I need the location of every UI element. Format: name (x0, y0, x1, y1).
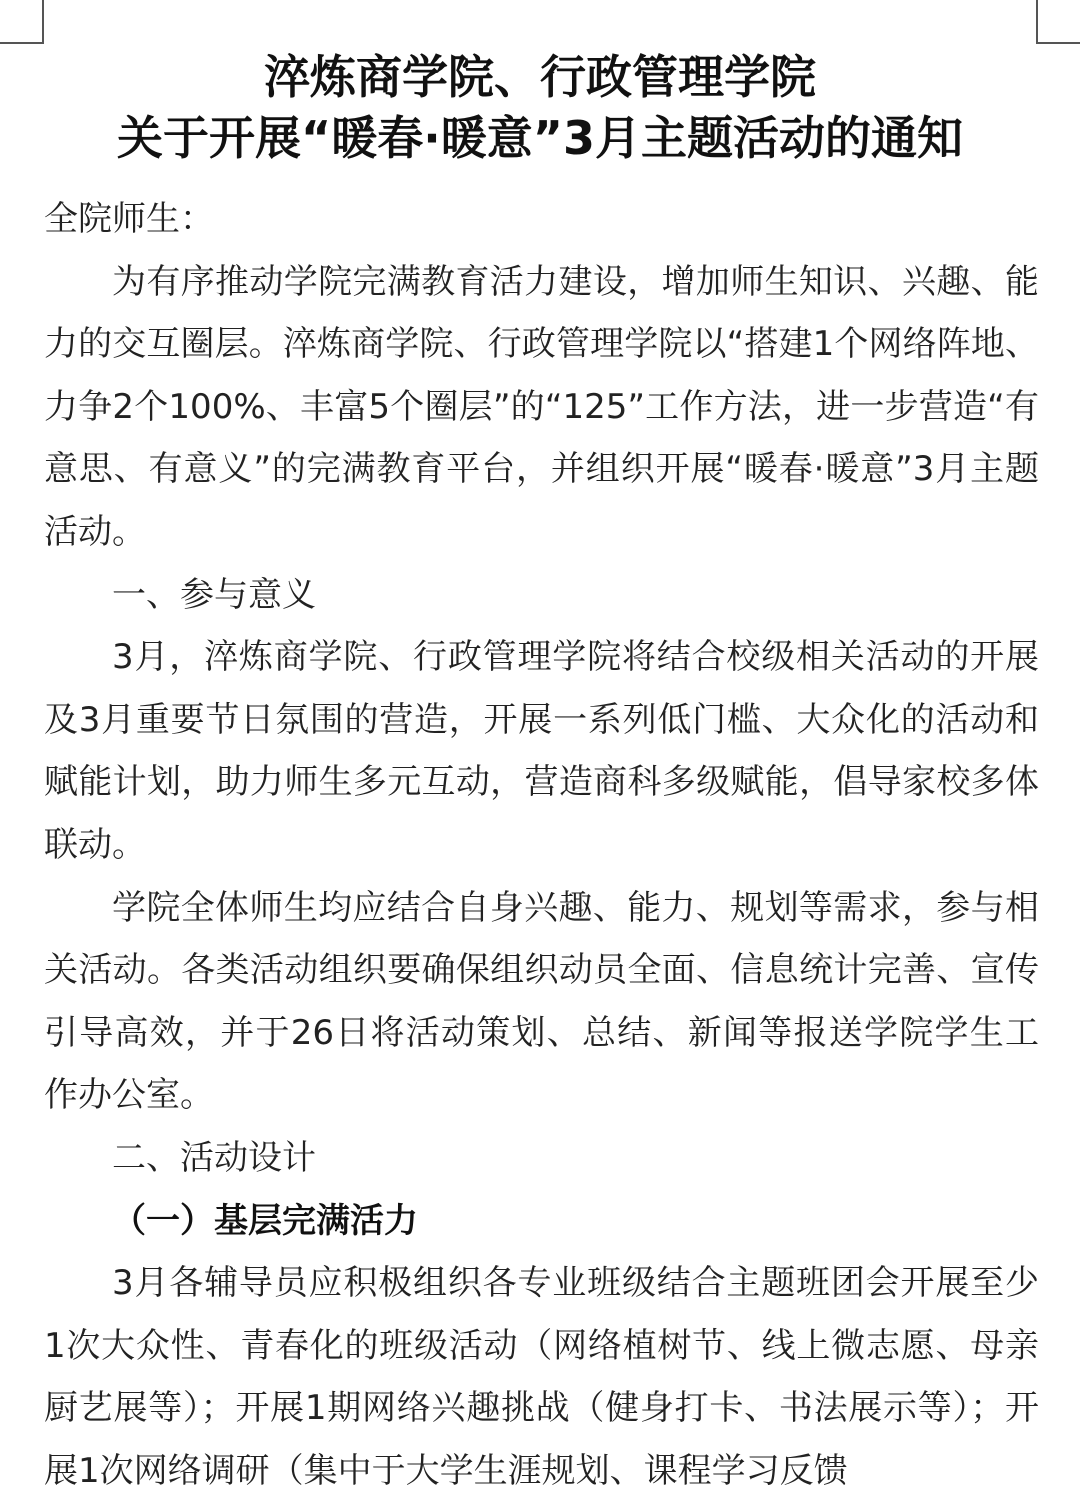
section-2-paragraph-1: 3月各辅导员应积极组织各专业班级结合主题班团会开展至少1次大众性、青春化的班级活动（网络植树节、线上微志愿、母亲厨艺展等）；开展1期网络兴趣挑战（健身打卡、书法展示等）；开展1次网络调研（集中于大学生涯规划、课程学习反馈 (44, 1263, 1039, 1491)
section-1-paragraph-1: 3月，淬炼商学院、行政管理学院将结合校级相关活动的开展及3月重要节日氛围的营造，开展一系列低门槛、大众化的活动和赋能计划，助力师生多元互动，营造商科多级赋能，倡导家校多体联动。 (44, 637, 1039, 865)
section-1-paragraph-2: 学院全体师生均应结合自身兴趣、能力、规划等需求，参与相关活动。各类活动组织要确保组织动员全面、信息统计完善、宣传引导高效，并于26日将活动策划、总结、新闻等报送学院学生工作办公室。 (44, 887, 1039, 1116)
section-2-heading: 二、活动设计 (112, 1137, 316, 1178)
document-title-line-1: 淬炼商学院、行政管理学院 (264, 50, 816, 104)
salutation: 全院师生： (44, 199, 214, 239)
intro-paragraph: 为有序推动学院完满教育活力建设，增加师生知识、兴趣、能力的交互圈层。淬炼商学院、行政管理学院以“搭建1个网络阵地、力争2个100%、丰富5个圈层”的“125”工作方法，进一步营造“有意思、有意义”的完满教育平台，并组织开展“暖春·暖意”3月主题活动。 (44, 261, 1039, 552)
section-2-subheading-1: （一）基层完满活力 (112, 1200, 418, 1241)
document-body (44, 188, 1039, 1502)
section-1-heading: 一、参与意义 (112, 574, 316, 615)
crop-mark-top-right (1036, 0, 1080, 44)
crop-mark-top-left (0, 0, 44, 44)
document-title-line-2: 关于开展“暖春·暖意”3月主题活动的通知 (117, 111, 963, 165)
